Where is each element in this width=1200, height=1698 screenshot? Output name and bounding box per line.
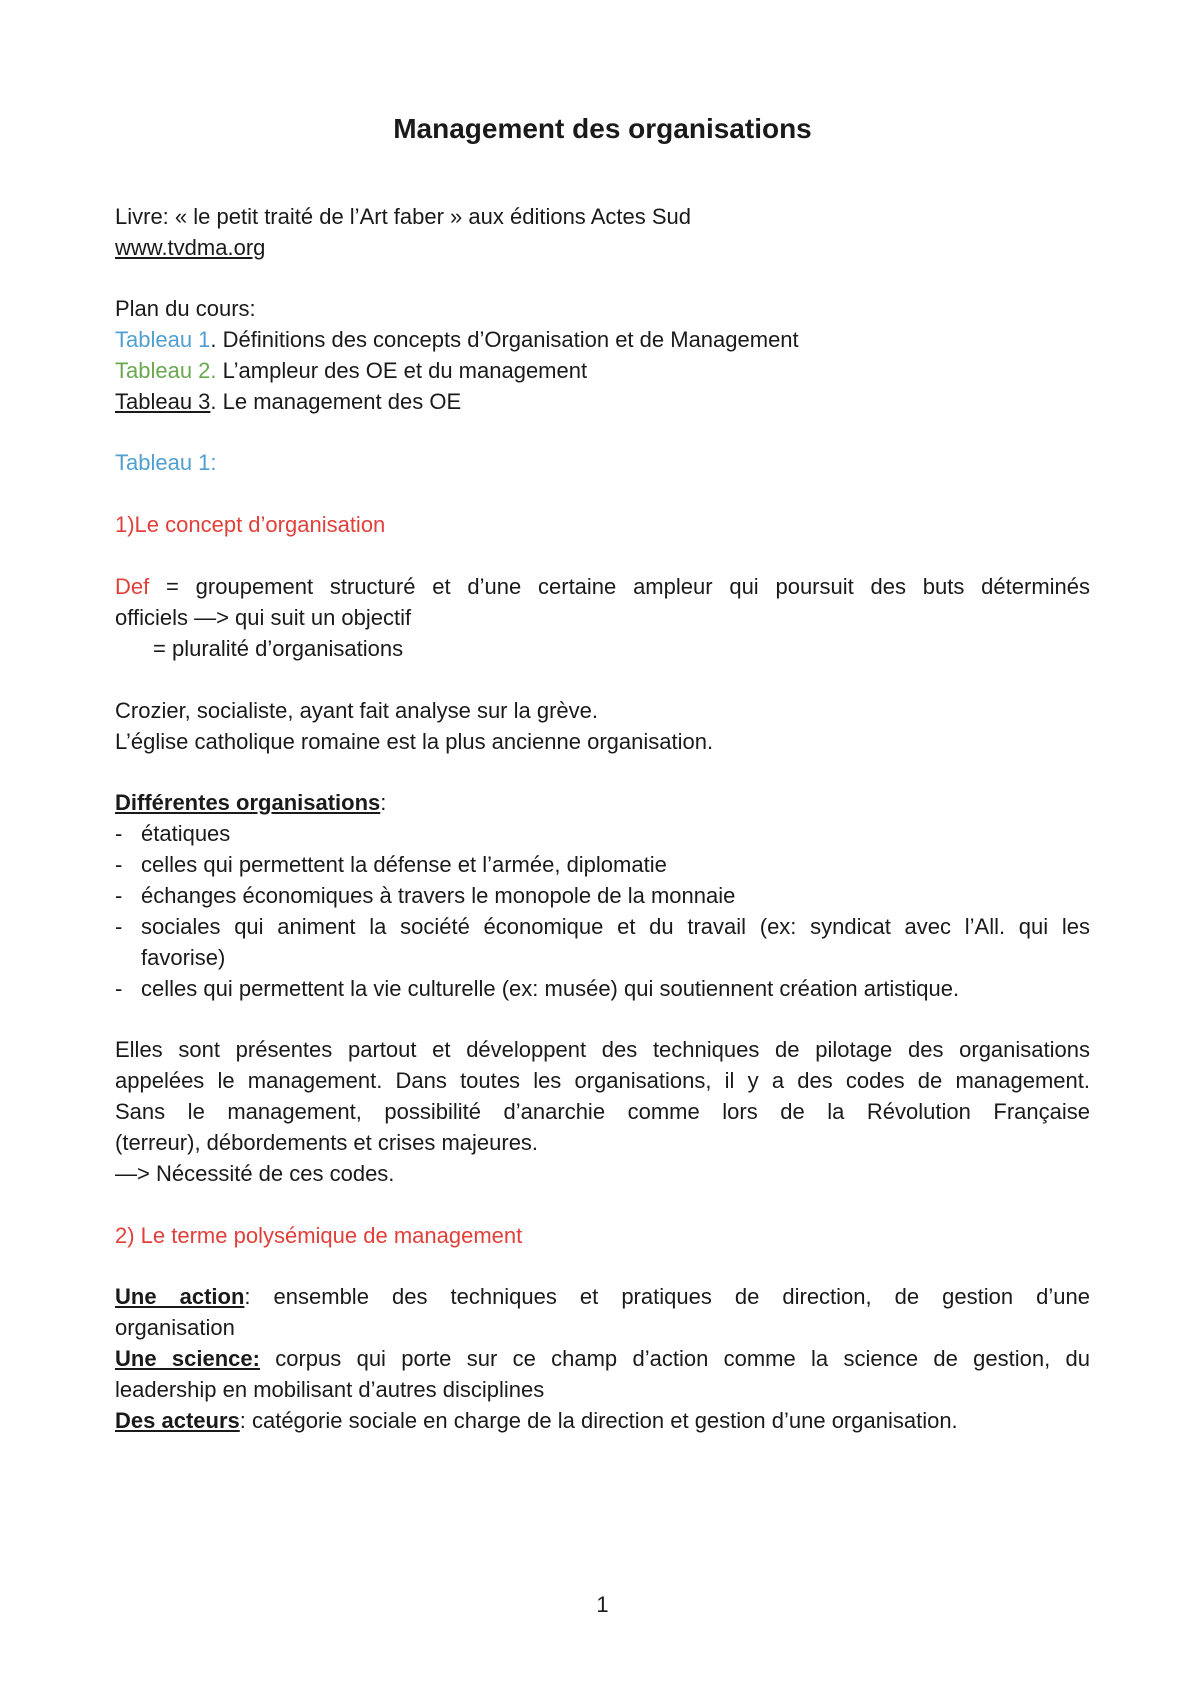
plan-item-3: Tableau 3. Le management des OE (115, 389, 462, 414)
tableau1-heading: Tableau 1: (115, 450, 217, 475)
list-bullet: - (115, 976, 123, 1001)
eglise-line: L’église catholique romaine est la plus ancienne organisation. (115, 729, 714, 754)
plan-item-2-label: Tableau 2. (115, 358, 217, 383)
book-reference: Livre: « le petit traité de l’Art faber » aux éditions Actes Sud (115, 204, 691, 229)
science-line-1: Une science: corpus qui porte sur ce champ d’action comme la science de gestion, du (115, 1346, 1090, 1371)
science-line-2: leadership en mobilisant d’autres disciplines (115, 1377, 545, 1402)
section2-heading: 2) Le terme polysémique de management (115, 1223, 523, 1248)
necessite-line: —> Nécessité de ces codes. (115, 1161, 395, 1186)
science-label: Une science: (115, 1346, 260, 1371)
organisations-heading: Différentes organisations: (115, 790, 387, 815)
action-label: Une action (115, 1284, 245, 1309)
list-item: étatiques (141, 821, 231, 846)
list-item: échanges économiques à travers le monopole de la monnaie (141, 883, 736, 908)
list-item: celles qui permettent la défense et l’armée, diplomatie (141, 852, 667, 877)
paragraph-line: (terreur), débordements et crises majeures. (115, 1130, 539, 1155)
paragraph-line: appelées le management. Dans toutes les organisations, il y a des codes de management. (115, 1068, 1090, 1093)
definition-line-1: Def = groupement structuré et d’une certaine ampleur qui poursuit des buts déterminés (115, 574, 1090, 599)
acteurs-line: Des acteurs: catégorie sociale en charge de la direction et gestion d’une organisation. (115, 1408, 958, 1433)
section1-heading: 1)Le concept d’organisation (115, 512, 386, 537)
list-bullet: - (115, 914, 123, 939)
list-bullet: - (115, 821, 123, 846)
page-number: 1 (596, 1592, 609, 1617)
crozier-line: Crozier, socialiste, ayant fait analyse sur la grève. (115, 698, 599, 723)
paragraph-line: Sans le management, possibilité d’anarchie comme lors de la Révolution Française (115, 1099, 1090, 1124)
plan-item-3-label: Tableau 3 (115, 389, 211, 414)
plan-item-1-label: Tableau 1 (115, 327, 211, 352)
list-bullet: - (115, 852, 123, 877)
definition-line-2: officiels —> qui suit un objectif (115, 605, 412, 630)
action-line-1: Une action: ensemble des techniques et pratiques de direction, de gestion d’une (115, 1284, 1090, 1309)
acteurs-label: Des acteurs (115, 1408, 240, 1433)
plan-item-2: Tableau 2. L’ampleur des OE et du management (115, 358, 588, 383)
definition-line-3: = pluralité d’organisations (153, 636, 404, 661)
website-link[interactable]: www.tvdma.org (115, 235, 266, 260)
paragraph-line: Elles sont présentes partout et développent des techniques de pilotage des organisations (115, 1037, 1090, 1062)
plan-heading: Plan du cours: (115, 296, 256, 321)
action-line-2: organisation (115, 1315, 235, 1340)
list-item-continuation: favorise) (141, 945, 226, 970)
list-bullet: - (115, 883, 123, 908)
page-title: Management des organisations (393, 113, 812, 144)
list-item: sociales qui animent la société économique et du travail (ex: syndicat avec l’All. qui les (141, 914, 1090, 939)
plan-item-1: Tableau 1. Définitions des concepts d’Organisation et de Management (115, 327, 799, 352)
document-page (115, 0, 1090, 1698)
list-item: celles qui permettent la vie culturelle (ex: musée) qui soutiennent création artistique. (141, 976, 960, 1001)
def-label: Def (115, 574, 150, 599)
